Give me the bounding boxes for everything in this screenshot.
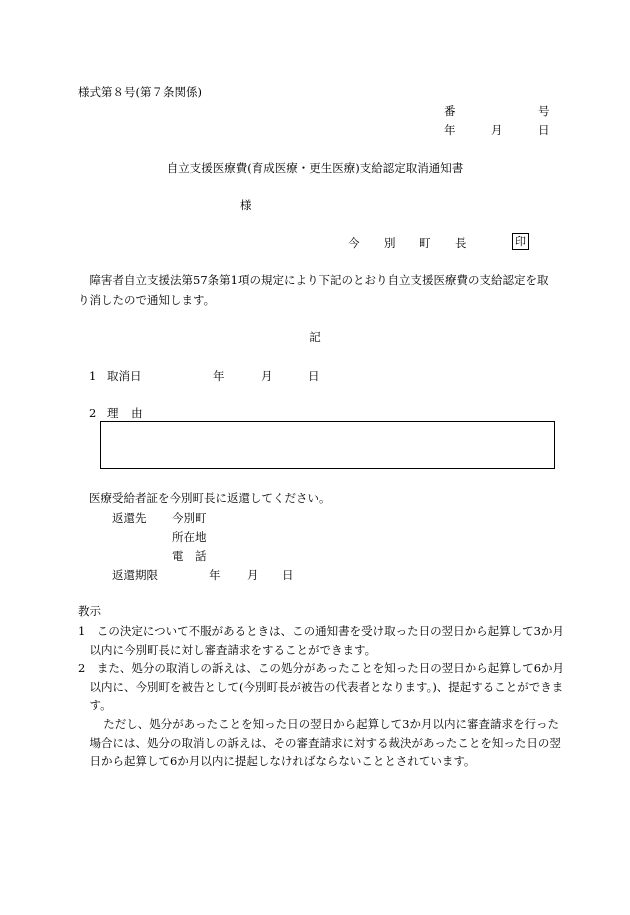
record-heading: 記 xyxy=(309,330,321,344)
deadline-month-label: 月 xyxy=(247,568,259,582)
form-number: 様式第８号(第７条関係) xyxy=(78,85,202,99)
mayor-char-3: 町 xyxy=(419,236,431,250)
date-day-label: 日 xyxy=(538,123,550,137)
deadline-day-label: 日 xyxy=(282,568,294,582)
body-text: 障害者自立支援法第57条第1項の規定により下記のとおり自立支援医療費の支給認定を取り消したので通知します。 xyxy=(78,273,549,307)
mayor-char-2: 別 xyxy=(384,236,396,250)
item1-label: 取消日 xyxy=(107,369,142,383)
seal-box: 印 xyxy=(512,233,529,250)
phone-label: 電話 xyxy=(172,549,218,563)
document-title: 自立支援医療費(育成医療・更生医療)支給認定取消通知書 xyxy=(166,161,464,175)
address-label: 所在地 xyxy=(172,530,207,544)
instruction-item-2: 2 また、処分の取消しの訴えは、この処分があったことを知った日の翌日から起算して6か月以内に、今別町を被告として(今別町長が被告の代表者となります。)、提起することができます。 xyxy=(78,661,565,713)
return-notice: 医療受給者証を今別町長に返還してください。 xyxy=(89,491,331,505)
deadline-year-label: 年 xyxy=(209,568,221,582)
number-label-ban: 番 xyxy=(444,104,456,118)
number-label-go: 号 xyxy=(538,104,550,118)
item2-label: 理由 xyxy=(107,406,156,420)
addressee-suffix: 様 xyxy=(240,198,252,212)
item1-day-label: 日 xyxy=(308,369,320,383)
mayor-char-1: 今 xyxy=(348,236,360,250)
mayor-char-4: 長 xyxy=(455,236,467,250)
instruction-proviso: ただし、処分があったことを知った日の翌日から起算して3か月以内に審査請求を行った場合には、処分の取消しの訴えは、その審査請求に対する裁決があったことを知った日の翌日から起算して6か月以内に提起しなければならないこととされています。 xyxy=(89,717,561,769)
return-to-label: 返還先 xyxy=(112,511,147,525)
item1-year-label: 年 xyxy=(213,369,225,383)
item1-number: 1 xyxy=(89,369,97,383)
reason-box[interactable] xyxy=(100,421,555,469)
item2-number: 2 xyxy=(89,406,97,420)
date-month-label: 月 xyxy=(491,123,503,137)
instruction-title: 教示 xyxy=(78,604,101,618)
return-to-name: 今別町 xyxy=(172,511,207,525)
date-year-label: 年 xyxy=(444,123,456,137)
deadline-label: 返還期限 xyxy=(112,568,158,582)
item1-month-label: 月 xyxy=(261,369,273,383)
instruction-item-1: 1 この決定について不服があるときは、この通知書を受け取った日の翌日から起算して3か月以内に今別町長に対し審査請求をすることができます。 xyxy=(78,624,564,657)
